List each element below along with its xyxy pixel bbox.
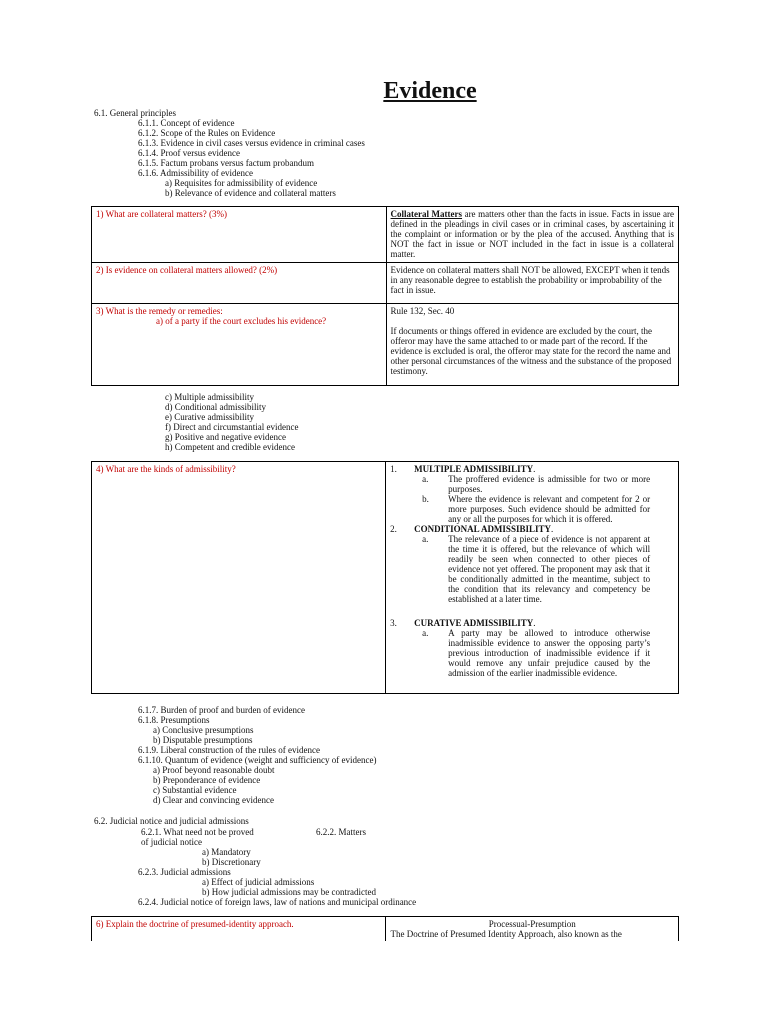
question-cell: 1) What are collateral matters? (3%) [92,207,387,263]
question-cell [92,304,387,386]
outline-item: a) Conclusive presumptions [153,725,254,735]
kind-heading: 1. MULTIPLE ADMISSIBILITY. [390,464,536,474]
question-cell: 6) Explain the doctrine of presumed-identity approach. [92,917,386,942]
outline-item: 6.1.2. Scope of the Rules on Evidence [138,128,276,138]
table-row [92,917,679,942]
subitem-text: Where the evidence is relevant and competent for 2 or more purposes. Such evidence should be admitted for any or all the purposes for which it is offered. [448,494,651,524]
outline-item: 6.2.4. Judicial notice of foreign laws, law of nations and municipal ordinance [138,897,417,907]
answer-cell: Evidence on collateral matters shall NOT be allowed, EXCEPT when it tends in any reasonable degree to establish the probability or improbability of the fact in issue. [386,263,678,304]
outline-item: g) Positive and negative evidence [165,432,286,442]
outline-item: of judicial notice [141,837,202,847]
outline-item: 6.1.3. Evidence in civil cases versus evidence in criminal cases [138,138,365,148]
outline-item: 6.1.8. Presumptions [138,715,210,725]
qa-table-collateral [91,206,679,386]
answer-heading: Processual-Presumption [488,919,576,929]
outline-item: 6.1.10. Quantum of evidence (weight and sufficiency of evidence) [138,755,377,765]
outline-item: 6.1.6. Admissibility of evidence [138,168,253,178]
table-row [92,462,679,694]
answer-cell [386,207,678,263]
kind-number: 3. [390,618,397,628]
outline-item: 6.2.3. Judicial admissions [138,867,231,877]
subitem-text: A party may be allowed to introduce otherwise inadmissible evidence to answer the opposing party’s previous introduction of inadmissible evidence if it would remove any unfair prejudice caused by the admission of the earlier inadmissible evidence. [448,628,651,678]
outline-item: 6.1. General principles [94,108,176,118]
outline-item: 6.2. Judicial notice and judicial admissions [94,816,249,826]
kind-heading: 3. CURATIVE ADMISSIBILITY. [390,618,536,628]
answer-text: are matters other than the facts in issue. Facts in issue are defined in the pleadings in civil cases or in criminal cases, by ascertaining it the complaint or information or by the plea of the accused. Anything that is NOT the fact in issue or NOT included in the fact in issue is a collateral matter. [390,209,675,259]
outline-item: c) Multiple admissibility [165,392,254,402]
table-row [92,207,679,263]
answer-cell [386,304,678,386]
kind-number: 2. [390,524,397,534]
table-row [92,304,679,386]
answer-text: If documents or things offered in evidence are excluded by the court, the offeror may have the same attached to or made part of the record. If the evidence is excluded is oral, the offeror may state for the record the name and other personal circumstances of the witness and the substance of the proposed testimony. [390,326,672,376]
question-cell: 4) What are the kinds of admissibility? [92,462,386,694]
subitem-label: a. [422,628,429,638]
kind-heading: 2. CONDITIONAL ADMISSIBILITY. [390,524,554,534]
qa-table-presumed-identity [91,916,679,941]
table-row [92,263,679,304]
kind-subitem [390,534,674,604]
outline-item: e) Curative admissibility [165,412,254,422]
subitem-label: a. [422,474,429,484]
outline-item: a) Requisites for admissibility of evidence [165,178,318,188]
answer-term: Collateral Matters [390,209,463,219]
outline-item: f) Direct and circumstantial evidence [165,422,299,432]
outline-item: a) Proof beyond reasonable doubt [153,765,275,775]
outline-item: b) Preponderance of evidence [153,775,261,785]
question-subitem: a) of a party if the court excludes his evidence? [156,316,327,326]
outline-item: h) Competent and credible evidence [165,442,295,452]
kind-title: CURATIVE ADMISSIBILITY [414,618,534,628]
kind-number: 1. [390,464,397,474]
subitem-label: b. [422,494,429,504]
outline-item: a) Effect of judicial admissions [202,877,315,887]
qa-table-kinds-admissibility [91,461,679,694]
outline-item: b) Disputable presumptions [153,735,253,745]
question-cell: 2) Is evidence on collateral matters allowed? (2%) [92,263,387,304]
answer-cell [386,462,679,694]
outline-item: 6.1.7. Burden of proof and burden of evidence [138,705,305,715]
outline-item: c) Substantial evidence [153,785,237,795]
outline-item: d) Clear and convincing evidence [153,795,274,805]
outline-item: 6.1.9. Liberal construction of the rules of evidence [138,745,320,755]
kind-title: MULTIPLE ADMISSIBILITY [414,464,534,474]
kind-subitem [390,494,674,524]
answer-cell [386,917,679,942]
kind-subitem [390,628,674,678]
outline-item: d) Conditional admissibility [165,402,266,412]
subitem-label: a. [422,534,429,544]
outline-item: b) Relevance of evidence and collateral matters [165,188,336,198]
outline-item: a) Mandatory [202,847,251,857]
page-title: Evidence [383,78,477,104]
outline-item: 6.1.5. Factum probans versus factum probandum [138,158,314,168]
outline-item: 6.1.4. Proof versus evidence [138,148,240,158]
kind-title: CONDITIONAL ADMISSIBILITY [414,524,551,534]
outline-item: b) How judicial admissions may be contradicted [202,887,376,897]
outline-item: b) Discretionary [202,857,261,867]
outline-item: 6.2.1. What need not be proved [141,827,254,837]
outline-item: 6.2.2. Matters [316,827,366,837]
answer-reference: Rule 132, Sec. 40 [390,306,455,316]
question-text: 3) What is the remedy or remedies: [96,306,223,316]
subitem-text: The proffered evidence is admissible for two or more purposes. [448,474,651,494]
subitem-text: The relevance of a piece of evidence is not apparent at the time it is offered, but the relevance of which will readily be seen when connected to other pieces of evidence not yet offered. The proponent may ask that it be conditionally admitted in the meantime, subject to the condition that its relevancy and competency be established at a later time. [448,534,651,604]
answer-text: The Doctrine of Presumed Identity Approach, also known as the [390,929,622,939]
kind-subitem [390,474,674,494]
outline-item: 6.1.1. Concept of evidence [138,118,235,128]
